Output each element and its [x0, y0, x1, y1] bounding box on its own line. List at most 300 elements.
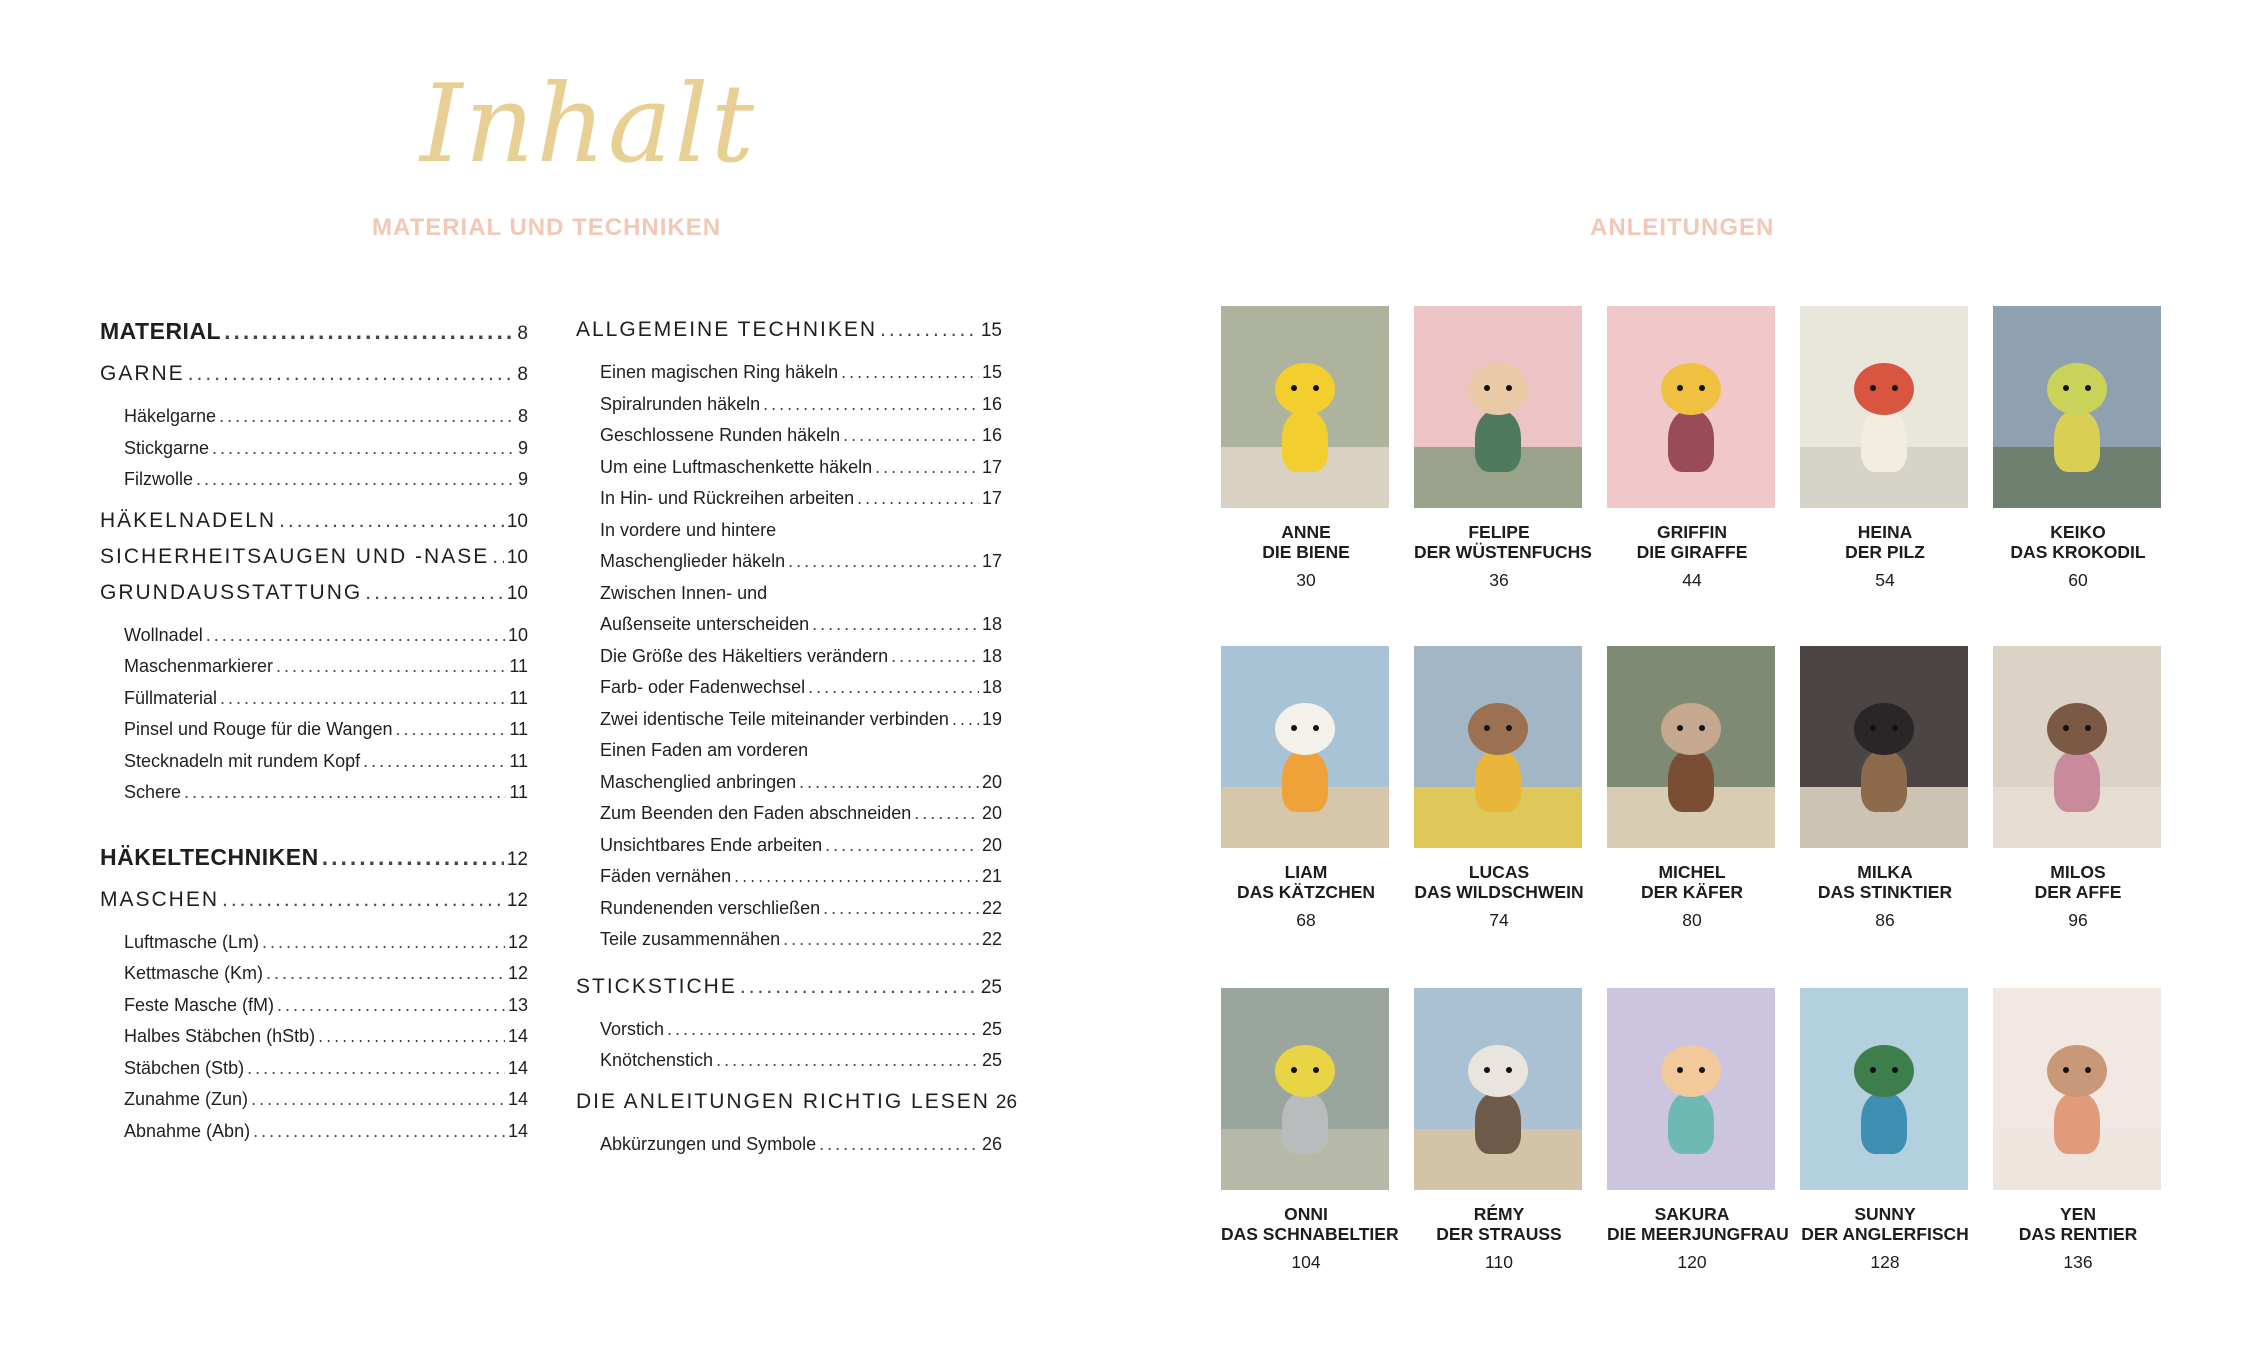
toy-eye [1506, 1067, 1512, 1073]
toc-entry-page: 10 [506, 546, 528, 568]
project-page-number: 128 [1870, 1252, 1900, 1272]
toy-eye [1677, 725, 1683, 731]
project-name-line: FELIPE [1468, 522, 1530, 542]
project-photo [1414, 646, 1582, 848]
toc-leader-dots [396, 719, 507, 740]
toc-entry[interactable] [100, 782, 528, 814]
project-card[interactable] [1800, 988, 1970, 1273]
project-name-line: ONNI [1284, 1204, 1328, 1224]
toc-leader-dots [266, 963, 505, 984]
project-name-line: SUNNY [1854, 1204, 1916, 1224]
toy-eye [1677, 1067, 1683, 1073]
toc-entry-label: GARNE [100, 362, 185, 385]
project-card[interactable] [1800, 646, 1970, 931]
toc-entry[interactable] [576, 425, 1002, 457]
toy-eye [2063, 1067, 2069, 1073]
toc-spacer [100, 398, 528, 406]
toc-leader-dots [843, 425, 979, 446]
toc-entry-page: 17 [981, 551, 1002, 571]
project-page-number: 110 [1485, 1252, 1513, 1272]
project-page-number: 44 [1682, 570, 1702, 590]
toy-eye [1699, 725, 1705, 731]
toc-entry-page: 12 [506, 848, 528, 870]
toc-entry-label: Abnahme (Abn) [124, 1120, 251, 1141]
toc-entry-page: 8 [517, 323, 528, 344]
toc-entry-page: 9 [517, 437, 528, 458]
toc-spacer [100, 814, 528, 844]
toy-head [1854, 703, 1914, 755]
toc-entry-page: 10 [506, 582, 528, 604]
project-name-line: GRIFFIN [1657, 522, 1727, 542]
toc-entry-label: MASCHEN [100, 887, 220, 911]
toc-entry[interactable] [576, 488, 1002, 520]
project-name-line: DAS RENTIER [2018, 1224, 2138, 1244]
toc-entry[interactable] [100, 995, 528, 1027]
toc-entry-label: Maschenglieder häkeln [600, 551, 786, 571]
toy-eye [2063, 725, 2069, 731]
toc-entry-page: 9 [517, 469, 528, 489]
toc-leader-dots [952, 709, 979, 730]
page-title: Inhalt [420, 62, 757, 187]
toc-entry-page: 26 [995, 1091, 1018, 1113]
project-name-line: LUCAS [1468, 862, 1530, 882]
toy-eye [1892, 385, 1898, 391]
toc-leader-dots [279, 509, 504, 533]
toc-entry[interactable] [100, 509, 528, 545]
toc-entry[interactable] [100, 318, 528, 362]
toc-entry-page: 10 [506, 510, 528, 532]
toc-spacer [100, 924, 528, 932]
toc-entry-label: Zwei identische Teile miteinander verbinden [600, 708, 949, 729]
toc-leader-dots [318, 1026, 505, 1047]
project-name-line: DER ANGLERFISCH [1801, 1224, 1969, 1244]
toc-entry-page: 20 [981, 803, 1002, 823]
toc-entry-label: Zunahme (Zun) [124, 1089, 249, 1109]
toc-entry[interactable] [576, 929, 1002, 961]
project-photo [1607, 306, 1775, 508]
toy-body [1475, 410, 1521, 472]
project-name [1607, 522, 1777, 562]
project-name-line: DAS KROKODIL [2010, 542, 2146, 562]
toc-entry-page: 21 [981, 866, 1002, 886]
toc-entry-page: 22 [981, 929, 1002, 949]
toc-entry-label: HÄKELNADELN [100, 508, 277, 532]
toc-entry-label: SICHERHEITSAUGEN UND -NASE [100, 544, 490, 568]
toy-body [1861, 410, 1907, 472]
project-card[interactable] [1993, 988, 2163, 1273]
toc-entry[interactable] [100, 406, 528, 438]
toc-spacer [576, 1126, 1002, 1134]
toc-entry-page: 11 [509, 656, 528, 676]
toy-head [2047, 703, 2107, 755]
project-name [1607, 862, 1777, 902]
toc-entry-label: Außenseite unterscheiden [600, 614, 810, 634]
toc-entry-label: HÄKELTECHNIKEN [100, 843, 319, 870]
project-card[interactable] [1414, 988, 1584, 1273]
toc-entry[interactable] [100, 545, 528, 581]
toc-leader-dots [206, 625, 505, 646]
project-name [1993, 1204, 2163, 1244]
project-name [1221, 862, 1391, 902]
project-name-line: ANNE [1281, 522, 1331, 542]
project-name [1993, 522, 2163, 562]
toy-eye [1291, 1067, 1297, 1073]
project-card[interactable] [1221, 646, 1391, 931]
toc-leader-dots [188, 362, 515, 386]
toc-entry[interactable] [100, 963, 528, 995]
project-name-line: MILKA [1857, 862, 1913, 882]
toc-entry[interactable] [100, 469, 528, 501]
toc-entry-label: Abkürzungen und Symbole [600, 1133, 817, 1154]
toc-leader-dots [763, 394, 979, 415]
project-name [1800, 522, 1970, 562]
toc-entry[interactable] [576, 1050, 1002, 1082]
toc-entry-label: Zum Beenden den Faden abschneiden [600, 803, 912, 823]
toc-entry-label: Filzwolle [124, 469, 194, 489]
toc-entry[interactable] [576, 551, 1002, 583]
toy-eye [1291, 385, 1297, 391]
toc-entry-page: 11 [509, 750, 528, 771]
toc-leader-dots [251, 1089, 505, 1110]
toc-entry[interactable] [576, 614, 1002, 646]
project-card[interactable] [1221, 988, 1399, 1273]
toc-entry-page: 16 [981, 425, 1002, 445]
project-photo [1607, 988, 1775, 1190]
toc-entry-page: 10 [507, 624, 528, 645]
toy-eye [1870, 725, 1876, 731]
toc-entry[interactable] [576, 520, 1002, 552]
toc-leader-dots [492, 545, 504, 569]
toc-entry[interactable] [100, 932, 528, 964]
toc-entry-label: Maschenglied anbringen [600, 771, 797, 792]
toc-leader-dots [740, 975, 978, 999]
toc-leader-dots [276, 656, 506, 677]
toc-entry-label: Vorstich [600, 1018, 665, 1039]
toc-entry-label: Wollnadel [124, 624, 203, 645]
toc-entry[interactable] [100, 719, 528, 751]
toc-entry-label: Stickgarne [124, 437, 210, 458]
project-name-line: DAS WILDSCHWEIN [1414, 882, 1584, 902]
toc-entry-label: Geschlossene Runden häkeln [600, 425, 841, 445]
toc-entry-page: 14 [507, 1026, 528, 1046]
project-name-line: DIE GIRAFFE [1636, 542, 1748, 562]
toc-entry-label: Teile zusammennähen [600, 929, 781, 949]
toc-entry-label: Kettmasche (Km) [124, 963, 264, 983]
toc-entry-page: 25 [981, 1018, 1002, 1039]
toy-eye [1870, 385, 1876, 391]
toy-eye [2085, 385, 2091, 391]
project-name [1414, 522, 1592, 562]
toy-eye [1892, 1067, 1898, 1073]
toc-entry-page: 11 [509, 782, 528, 802]
project-name-line: SAKURA [1654, 1204, 1730, 1224]
toc-entry[interactable] [100, 1026, 528, 1058]
toc-entry[interactable] [576, 740, 1002, 772]
toc-spacer [576, 1082, 1002, 1090]
project-card[interactable] [1414, 646, 1584, 931]
project-name-line: MILOS [2050, 862, 2106, 882]
project-card[interactable] [1607, 646, 1777, 931]
toc-entry-page: 16 [981, 393, 1002, 414]
toy-head [1661, 1045, 1721, 1097]
toc-entry[interactable] [100, 656, 528, 688]
toc-entry[interactable] [100, 888, 528, 924]
project-page-number: 54 [1875, 570, 1895, 590]
toc-leader-dots [247, 1058, 505, 1079]
project-page-number: 136 [2063, 1252, 2093, 1272]
toc-leader-dots [222, 888, 504, 912]
toc-entry-label: Um eine Luftmaschenkette häkeln [600, 456, 873, 477]
toc-leader-dots [783, 929, 979, 950]
toc-entry[interactable] [100, 1121, 528, 1153]
toc-entry-label: Knötchenstich [600, 1050, 714, 1070]
toc-entry-page: 14 [507, 1057, 528, 1078]
project-name [1414, 1204, 1584, 1244]
toc-entry-label: STICKSTICHE [576, 974, 737, 998]
project-card[interactable] [1221, 306, 1391, 591]
toc-entry[interactable] [576, 866, 1002, 898]
toc-entry-label: Fäden vernähen [600, 866, 732, 886]
toc-entry[interactable] [100, 625, 528, 657]
toc-entry[interactable] [576, 975, 1002, 1011]
project-card[interactable] [1993, 306, 2163, 591]
toc-entry[interactable] [576, 394, 1002, 426]
toc-leader-dots [277, 995, 505, 1016]
toy-eye [1506, 385, 1512, 391]
toc-entry-page: 12 [506, 889, 528, 911]
project-name-line: KEIKO [2050, 522, 2106, 542]
toy-eye [1313, 385, 1319, 391]
toc-entry-label: Häkelgarne [124, 406, 217, 426]
project-photo [1800, 646, 1968, 848]
toc-leader-dots [220, 688, 506, 709]
project-name-line: RÉMY [1473, 1204, 1525, 1224]
toy-head [1275, 363, 1335, 415]
toc-entry-page: 8 [517, 406, 528, 426]
project-page-number: 36 [1489, 570, 1509, 590]
project-name [1607, 1204, 1789, 1244]
toc-leader-dots [212, 438, 515, 459]
toc-entry[interactable] [100, 688, 528, 720]
project-name-line: MICHEL [1658, 862, 1726, 882]
toc-leader-dots [880, 318, 978, 342]
toc-leader-dots [734, 866, 979, 887]
toc-entry-label: Halbes Stäbchen (hStb) [124, 1026, 316, 1046]
toy-head [1854, 363, 1914, 415]
toc-spacer [100, 501, 528, 509]
toc-entry[interactable] [100, 581, 528, 617]
toc-leader-dots [667, 1019, 979, 1040]
toc-entry-label: Maschenmarkierer [124, 656, 274, 676]
toc-entry[interactable] [576, 1019, 1002, 1051]
toc-entry-page: 14 [507, 1089, 528, 1109]
toc-entry[interactable] [576, 898, 1002, 930]
project-page-number: 74 [1489, 910, 1509, 930]
toc-entry-page: 26 [981, 1133, 1002, 1154]
toc-entry[interactable] [576, 583, 1002, 615]
toy-body [1282, 410, 1328, 472]
project-name-line: LIAM [1284, 862, 1328, 882]
project-card[interactable] [1414, 306, 1592, 591]
toy-head [1661, 363, 1721, 415]
toy-head [2047, 1045, 2107, 1097]
toy-head [1275, 1045, 1335, 1097]
project-page-number: 60 [2068, 570, 2088, 590]
toy-body [1668, 1092, 1714, 1154]
toc-leader-dots [196, 469, 515, 490]
project-name [1221, 522, 1391, 562]
toc-entry-label: Unsichtbares Ende arbeiten [600, 834, 823, 855]
project-page-number: 86 [1875, 910, 1895, 930]
project-photo [1800, 306, 1968, 508]
toc-leader-dots [857, 488, 979, 509]
project-page-number: 68 [1296, 910, 1316, 930]
toc-leader-dots [875, 457, 979, 478]
project-name-line: DER PILZ [1845, 542, 1925, 562]
toc-entry-label: GRUNDAUSSTATTUNG [100, 580, 363, 604]
project-name [1221, 1204, 1399, 1244]
toy-eye [2085, 725, 2091, 731]
project-name-line: DAS KÄTZCHEN [1236, 882, 1376, 902]
project-card[interactable] [1993, 646, 2163, 931]
toc-leader-dots [224, 318, 514, 345]
toc-entry-page: 19 [981, 708, 1002, 729]
toc-entry-label: MATERIAL [100, 318, 222, 344]
toc-leader-dots [184, 782, 506, 803]
toc-entry-label: In Hin- und Rückreihen arbeiten [600, 488, 855, 508]
toc-entry[interactable] [100, 751, 528, 783]
project-card[interactable] [1607, 306, 1777, 591]
toy-eye [1677, 385, 1683, 391]
toc-entry-label: Zwischen Innen- und [600, 582, 768, 603]
toc-entry[interactable] [100, 844, 528, 888]
project-name-line: DAS STINKTIER [1817, 882, 1953, 902]
toc-spacer [100, 617, 528, 625]
toy-eye [1313, 1067, 1319, 1073]
toc-entry-label: In vordere und hintere [600, 519, 777, 540]
toy-eye [1313, 725, 1319, 731]
toc-entry[interactable] [576, 457, 1002, 489]
toy-body [1475, 750, 1521, 812]
toc-column-1 [100, 318, 528, 1152]
toc-entry[interactable] [576, 835, 1002, 867]
project-name-line: DAS SCHNABELTIER [1221, 1224, 1399, 1244]
project-photo [1607, 646, 1775, 848]
section-heading-anleitungen: ANLEITUNGEN [1590, 214, 1775, 241]
toc-entry[interactable] [576, 677, 1002, 709]
project-photo [1221, 306, 1389, 508]
toc-entry-page: 11 [509, 719, 528, 739]
toc-entry[interactable] [100, 1058, 528, 1090]
project-photo [1800, 988, 1968, 1190]
project-card[interactable] [1607, 988, 1789, 1273]
project-photo [1221, 646, 1389, 848]
toc-entry-page: 18 [981, 614, 1002, 634]
toc-entry-page: 14 [507, 1120, 528, 1141]
toc-entry-label: Einen Faden am vorderen [600, 740, 809, 760]
toc-leader-dots [262, 932, 505, 953]
project-photo [1414, 988, 1582, 1190]
toy-body [2054, 1092, 2100, 1154]
toc-entry-page: 12 [507, 963, 528, 983]
toy-eye [1484, 725, 1490, 731]
toc-leader-dots [716, 1050, 979, 1071]
toc-entry[interactable] [100, 1089, 528, 1121]
toc-entry[interactable] [576, 646, 1002, 678]
project-name-line: DER AFFE [2034, 882, 2122, 902]
toy-body [2054, 750, 2100, 812]
toc-entry-label: Pinsel und Rouge für die Wangen [124, 719, 393, 739]
toc-entry-page: 25 [980, 976, 1002, 998]
section-heading-material: MATERIAL UND TECHNIKEN [372, 214, 722, 241]
toc-entry-label: DIE ANLEITUNGEN RICHTIG LESEN [576, 1089, 990, 1113]
toc-leader-dots [891, 646, 979, 667]
toc-entry-page: 18 [981, 645, 1002, 666]
project-card[interactable] [1800, 306, 1970, 591]
toc-entry[interactable] [576, 1089, 1018, 1126]
toy-head [2047, 363, 2107, 415]
toc-leader-dots [365, 581, 504, 605]
toc-spacer [576, 1011, 1002, 1019]
toc-leader-dots [219, 406, 515, 427]
toy-body [2054, 410, 2100, 472]
toy-body [1861, 750, 1907, 812]
toy-body [1282, 1092, 1328, 1154]
toc-entry[interactable] [100, 362, 528, 398]
toc-entry-page: 25 [981, 1050, 1002, 1070]
toc-entry[interactable] [100, 438, 528, 470]
toc-leader-dots [808, 677, 979, 698]
toc-entry[interactable] [576, 709, 1002, 741]
project-name [1800, 862, 1970, 902]
project-page-number: 120 [1677, 1252, 1707, 1272]
toc-entry[interactable] [576, 772, 1002, 804]
toc-entry-page: 15 [980, 320, 1002, 341]
toc-entry-label: Die Größe des Häkeltiers verändern [600, 645, 889, 666]
toy-body [1668, 410, 1714, 472]
toc-entry-label: Einen magischen Ring häkeln [600, 362, 839, 382]
toc-leader-dots [823, 898, 979, 919]
toc-leader-dots [253, 1121, 505, 1142]
toy-head [1854, 1045, 1914, 1097]
toc-spacer [576, 961, 1002, 975]
toy-head [1468, 703, 1528, 755]
toc-leader-dots [825, 835, 979, 856]
toc-entry-label: Stäbchen (Stb) [124, 1057, 245, 1078]
toc-spacer [576, 354, 1002, 362]
toc-entry[interactable] [576, 362, 1002, 394]
toc-entry[interactable] [576, 1134, 1002, 1166]
project-page-number: 30 [1296, 570, 1316, 590]
toc-entry-page: 22 [981, 897, 1002, 918]
toc-entry-page: 11 [509, 687, 528, 708]
project-name-line: HEINA [1857, 522, 1913, 542]
toc-entry[interactable] [576, 318, 1002, 354]
toy-eye [1291, 725, 1297, 731]
toc-entry-page: 20 [981, 834, 1002, 855]
toy-head [1661, 703, 1721, 755]
toy-eye [1870, 1067, 1876, 1073]
project-name [1993, 862, 2163, 902]
toy-eye [1484, 1067, 1490, 1073]
toc-leader-dots [322, 844, 504, 871]
toc-entry-page: 13 [507, 994, 528, 1015]
toc-entry[interactable] [576, 803, 1002, 835]
project-photo [1414, 306, 1582, 508]
toc-leader-dots [788, 551, 979, 572]
toy-eye [1484, 385, 1490, 391]
toy-head [1468, 363, 1528, 415]
